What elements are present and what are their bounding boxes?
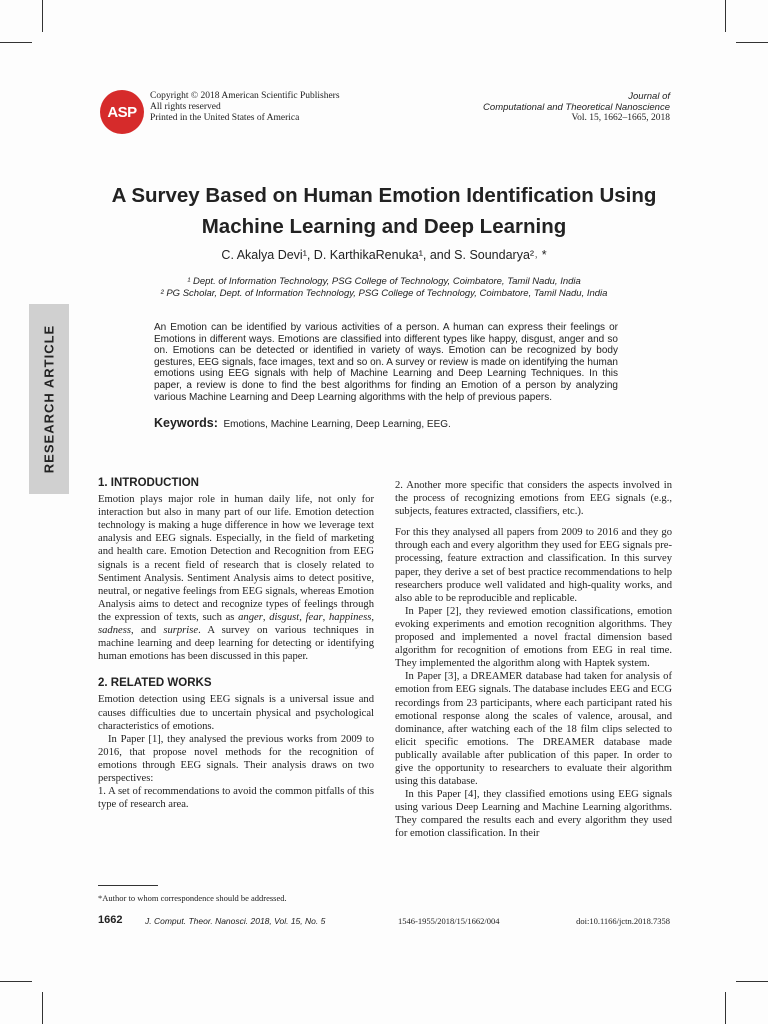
left-column <box>98 477 374 811</box>
author-list: C. Akalya Devi¹, D. KarthikaRenuka¹, and S. Soundarya²˒ * <box>221 248 547 262</box>
logo-text: ASP <box>107 103 137 121</box>
issn-code: 1546-1955/2018/15/1662/004 <box>398 916 500 926</box>
title-line-1: A Survey Based on Human Emotion Identification Using <box>111 184 657 207</box>
crop-mark <box>725 992 726 1024</box>
publisher-logo <box>100 90 144 134</box>
article-type-sidebar <box>29 304 69 494</box>
crop-mark <box>0 42 32 43</box>
crop-mark <box>725 0 726 32</box>
section-heading-related-works: 2. RELATED WORKS <box>98 677 212 690</box>
correspondence-footnote: *Author to whom correspondence should be addressed. <box>98 893 287 903</box>
right-paragraph-2: In Paper [2], they reviewed emotion classifications, emotion evoking experiments and emotion recognition algorithms. They proposed and implemented a novel fractal dimension based algorithm for recognition of emotions from EEG in real time. They implemented the algorithm along with Haptek system. <box>395 605 672 670</box>
right-paragraph-1: For this they analysed all papers from 2009 to 2016 and they go through each and every algorithm they used for EEG signals pre-processing, feature extraction and classification. In this survey paper, they derive a set of best practice recommendations to help researchers produce well validated and high-quality works, and also able to be reproducible and replicable. <box>395 527 672 604</box>
crop-mark <box>736 42 768 43</box>
article-title <box>60 180 708 242</box>
crop-mark <box>0 981 32 982</box>
affiliation-2: ² PG Scholar, Dept. of Information Technology, PSG College of Technology, Coimbatore, Tamil Nadu, India <box>160 288 608 299</box>
keywords-label: Keywords: <box>154 416 218 430</box>
intro-paragraph: Emotion plays major role in human daily life, not only for interaction but also in many part of our life. Emotion detection technology is making a huge difference in how we leverage text analysis and EEG signals. Especially, in the field of marketing and health care. Emotion Detection and Recognition from EEG signals is a recent field of research that is closely related to Sentiment Analysis. Sentiment Analysis aims to detect positive, neutral, or negative feelings from EEG signals, whereas Emotion Analysis aims to detect and recognize types of feelings through the expression of texts, such as anger, disgust, fear, happiness, sadness, and surprise. A survey on various techniques in machine learning and deep learning for detecting or identifying human emotions has been discussed in this paper. <box>98 494 375 663</box>
page-number: 1662 <box>98 914 123 926</box>
affiliations <box>60 276 708 300</box>
footnote-rule <box>98 885 158 886</box>
right-paragraph-3: In Paper [3], a DREAMER database had taken for analysis of emotion from EEG signals. The database includes EEG and ECG recordings from 23 participants, where each participant rated his emotional response along the scales of valence, arousal, and dominance, after watching each of the 18 film clips selected to elicit specific emotions. The DREAMER database made publically available after publication of this paper. In order to give the opportunity to researchers to evaluate their algorithm using this database. <box>395 671 672 788</box>
journal-volume: Vol. 15, 1662–1665, 2018 <box>571 113 670 123</box>
right-paragraph-4: In this Paper [4], they classified emotions using EEG signals using various Deep Learning and Machine Learning algorithms. They compared the results each and every algorithm they used for emotion classification. In their <box>395 789 672 840</box>
abstract: An Emotion can be identified by various activities of a person. A human can express their feelings or Emotions in different ways. Emotions are classified into different types like happy, disgust, anger and so on. Emotions can be detected or identified in variety of ways. Emotion can be recognized by body gestures, EEG signals, face images, text and so on. A survey or review is made on identifying the human emotions using EEG signals with help of Machine Learning and Deep Learning Techniques. In this paper, a review is done to find the best algorithms for finding an Emotion of a person by analyzing various Machine Learning and Deep Learning algorithms with the help of previous papers. <box>154 322 618 403</box>
section-heading-introduction: 1. INTRODUCTION <box>98 477 199 489</box>
title-line-2: Machine Learning and Deep Learning <box>201 215 567 238</box>
journal-of: Journal of <box>628 91 670 102</box>
keywords-list: Emotions, Machine Learning, Deep Learning, EEG. <box>223 419 451 430</box>
related-list-item-1: 1. A set of recommendations to avoid the common pitfalls of this type of research area. <box>98 786 374 811</box>
doi: doi:10.1166/jctn.2018.7358 <box>576 916 670 926</box>
affiliation-1: ¹ Dept. of Information Technology, PSG College of Technology, Coimbatore, Tamil Nadu, India <box>187 276 581 287</box>
copyright-block <box>150 91 340 124</box>
crop-mark <box>736 981 768 982</box>
related-paragraph-2: In Paper [1], they analysed the previous works from 2009 to 2016, that propose novel methods for the recognition of emotions through EEG signals. Their analysis draws on two perspectives: <box>98 733 374 784</box>
article-type-label: RESEARCH ARTICLE <box>41 324 57 474</box>
copyright-line: Copyright © 2018 American Scientific Publishers <box>150 91 340 101</box>
right-column <box>395 479 672 841</box>
printed-line: Printed in the United States of America <box>150 113 300 123</box>
keywords <box>154 416 451 430</box>
related-list-item-2: 2. Another more specific that considers the aspects involved in the process of recognizing emotions from EEG signals (e.g., subjects, features extracted, classifiers, etc.). <box>395 480 672 518</box>
journal-info <box>483 91 670 124</box>
journal-citation: J. Comput. Theor. Nanosci. 2018, Vol. 15, No. 5 <box>145 916 326 926</box>
crop-mark <box>42 0 43 32</box>
journal-name: Computational and Theoretical Nanoscience <box>483 102 670 113</box>
rights-line: All rights reserved <box>150 102 221 112</box>
related-paragraph-1: Emotion detection using EEG signals is a universal issue and causes difficulties due to uncertain physical and psychological characteristics of emotions. <box>98 694 374 732</box>
crop-mark <box>42 992 43 1024</box>
